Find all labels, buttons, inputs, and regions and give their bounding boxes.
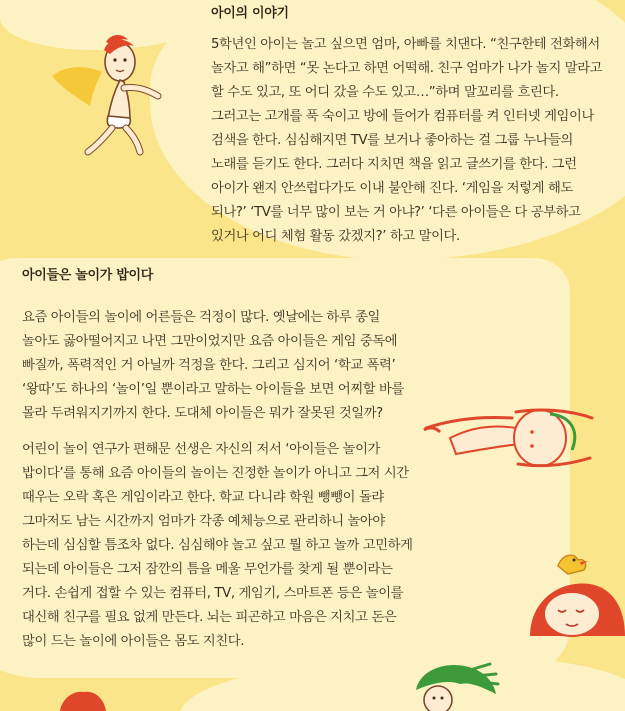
child-story-section <box>211 4 606 249</box>
section-title: 아이들은 놀이가 밥이다 <box>22 268 154 283</box>
play-is-food-section <box>22 266 420 654</box>
section-paragraph: 5학년인 아이는 놀고 싶으면 엄마, 아빠를 치댄다. “친구한테 전화해서 놀자고 해”하면 “못 논다고 하면 어떡해. 친구 엄마가 나가 놀지 말라고 할 수도 있고, 또 어디 갔을 수도 있고…”하며 말꼬리를 흐린다. 그러고는 고개를 푹 숙이고 방에 들어가 컴퓨터를 켜 인터넷 게임이나 검색을 한다. 심심해지면 TV를 보거나 좋아하는 걸 그룹 누나들의 노래를 듣기도 한다. 그러다 지치면 책을 읽고 글쓰기를 한다. 그런 아이가 왠지 안쓰럽다가도 이내 불안해 진다. ‘게임을 저렇게 해도 되나?’ ‘TV를 너무 많이 보는 거 아냐?’ ‘다른 아이들은 다 공부하고 있거나 어디 체험 활동 갔겠지?’ 하고 말이다. <box>211 37 603 244</box>
section-paragraph: 어린이 놀이 연구가 편해문 선생은 자신의 저서 ‘아이들은 놀이가 밥이다’를 통해 요즘 아이들의 놀이는 진정한 놀이가 아니고 그저 시간 때우는 오락 혹은 게임이라고 한다. 학교 다니랴 학원 뺑뺑이 돌랴 그마저도 남는 시간까지 엄마가 각종 예체능으로 관리하니 놀아야 하는데 심심할 틈조차 없다. 심심해야 놀고 싶고 뭘 하고 놀까 고민하게 되는데 아이들은 그저 잠깐의 틈을 메울 무언가를 찾게 될 뿐이라는 거다. 손쉽게 접할 수 있는 컴퓨터, TV, 게임기, 스마트폰 등은 놀이를 대신해 친구를 필요 없게 만든다. 뇌는 피곤하고 마음은 지치고 돈은 많이 드는 놀이에 아이들은 몸도 지친다. <box>22 442 413 649</box>
flying-child-illustration <box>44 28 166 160</box>
red-hair-child-illustration <box>58 690 108 711</box>
green-hair-child-illustration <box>410 660 500 711</box>
section-paragraph: 요즘 아이들의 놀이에 어른들은 걱정이 많다. 옛날에는 하루 종일 놀아도 곯아떨어지고 나면 그만이었지만 요즘 아이들은 게임 중독에 빠질까, 폭력적인 거 아닐까 걱정을 한다. 그리고 심지어 ‘학교 폭력’ ‘왕따’도 하나의 ‘놀이’일 뿐이라고 말하는 아이들을 보면 어찌할 바를 몰라 두려워지기까지 한다. 도대체 아이들은 뭐가 잘못된 것일까? <box>22 310 404 421</box>
lying-child-illustration <box>420 398 600 478</box>
sleeping-child-with-bird-illustration <box>528 540 625 646</box>
section-title: 아이의 이야기 <box>211 6 289 21</box>
